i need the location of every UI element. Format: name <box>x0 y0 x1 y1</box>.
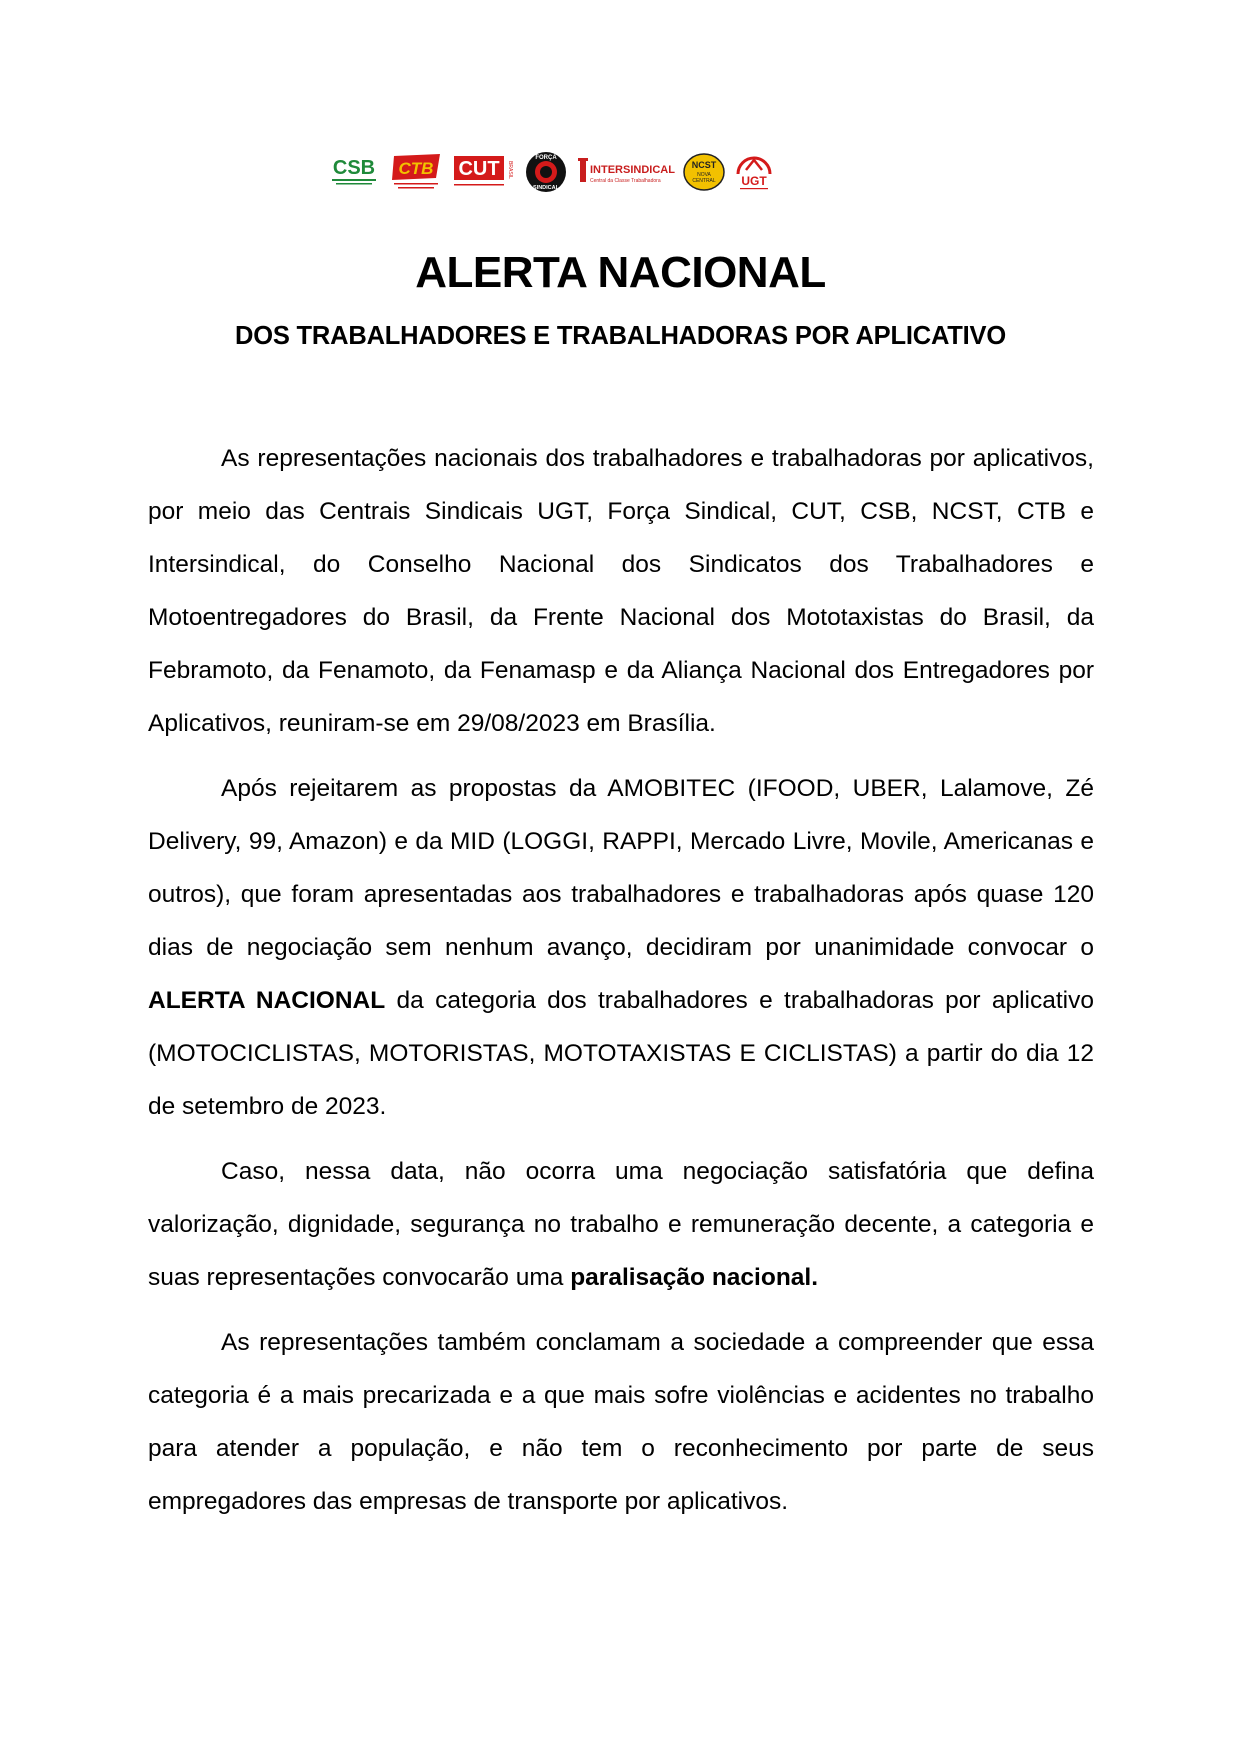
svg-text:CENTRAL: CENTRAL <box>692 178 716 184</box>
paragraph-2 <box>148 762 1094 1133</box>
paragraph-3-text: Caso, nessa data, não ocorra uma negociação satisfatória que defina valorização, dignidade, segurança no trabalho e remuneração decente, a categoria e suas representações convocarão uma <box>148 1158 1094 1291</box>
document-title: ALERTA NACIONAL <box>415 248 826 297</box>
svg-text:FORÇA: FORÇA <box>535 155 557 161</box>
svg-text:BRASIL: BRASIL <box>507 161 513 179</box>
svg-text:Central da Classe Trabalhadora: Central da Classe Trabalhadora <box>590 178 661 184</box>
document-body <box>148 432 1094 1540</box>
intersindical-logo <box>578 154 676 190</box>
ugt-logo-text: UGT <box>741 174 767 188</box>
cut-logo-text: CUT <box>458 158 500 180</box>
cut-logo <box>452 152 514 192</box>
ctb-logo-text: CTB <box>398 159 434 178</box>
union-logos-strip <box>328 148 828 196</box>
paragraph-3 <box>148 1145 1094 1304</box>
intersindical-logo-text: INTERSINDICAL <box>590 164 675 176</box>
csb-logo <box>328 152 380 192</box>
forca-sindical-logo <box>524 150 568 194</box>
paragraph-3-bold: paralisação nacional. <box>570 1264 819 1291</box>
document-subtitle: DOS TRABALHADORES E TRABALHADORAS POR APLICATIVO <box>235 322 1006 350</box>
paragraph-1-text: As representações nacionais dos trabalhadores e trabalhadoras por aplicativos, por meio das Centrais Sindicais UGT, Força Sindical, CUT, CSB, NCST, CTB e Intersindical, do Conselho Nacional dos Sindicatos dos Trabalhadores e Motoentregadores do Brasil, da Frente Nacional dos Mototaxistas do Brasil, da Febramoto, da Fenamoto, da Fenamasp e da Aliança Nacional dos Entregadores por Aplicativos, reuniram-se em 29/08/2023 em Brasília. <box>148 445 1094 737</box>
svg-text:SINDICAL: SINDICAL <box>533 185 559 191</box>
paragraph-4 <box>148 1316 1094 1528</box>
paragraph-1 <box>148 432 1094 750</box>
paragraph-2-text-b: da categoria dos trabalhadores e trabalhadoras por aplicativo (MOTOCICLISTAS, MOTORISTAS, MOTOTAXISTAS E CICLISTAS) a partir do dia 12 de setembro de 2023. <box>148 987 1094 1120</box>
ugt-logo <box>732 150 776 194</box>
ncst-logo <box>682 150 726 194</box>
paragraph-2-text-a: Após rejeitarem as propostas da AMOBITEC (IFOOD, UBER, Lalamove, Zé Delivery, 99, Amazon) e da MID (LOGGI, RAPPI, Mercado Livre, Movile, Americanas e outros), que foram apresentadas aos trabalhadores e trabalhadoras após quase 120 dias de negociação sem nenhum avanço, decidiram por unanimidade convocar o <box>148 775 1094 961</box>
ctb-logo <box>390 152 442 192</box>
csb-logo-text: CSB <box>332 157 376 179</box>
ncst-logo-text: NCST <box>691 160 717 170</box>
paragraph-2-bold: ALERTA NACIONAL <box>148 987 386 1014</box>
svg-text:NOVA: NOVA <box>697 172 711 178</box>
paragraph-4-text: As representações também conclamam a sociedade a compreender que essa categoria é a mais precarizada e a que mais sofre violências e acidentes no trabalho para atender a população, e não tem o reconhecimento por parte de seus empregadores das empresas de transporte por aplicativos. <box>148 1329 1094 1515</box>
